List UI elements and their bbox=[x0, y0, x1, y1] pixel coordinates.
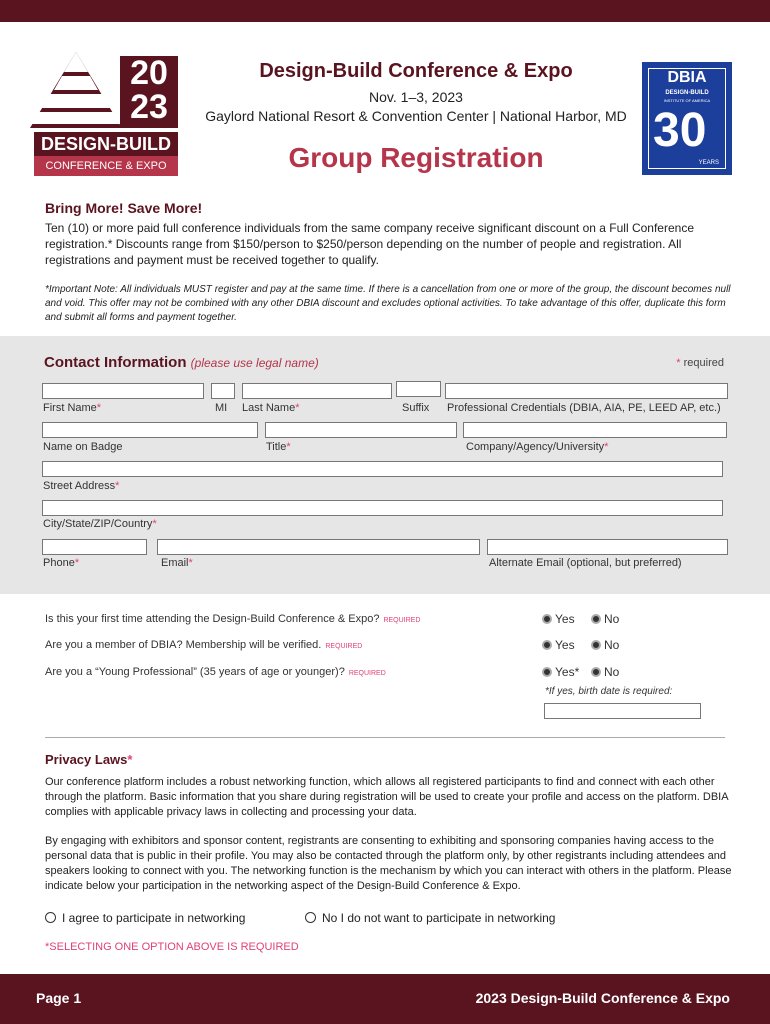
logo-year-bottom: 23 bbox=[130, 88, 168, 126]
radio-icon bbox=[542, 614, 552, 624]
logo-name: DESIGN-BUILD bbox=[34, 132, 178, 156]
email-label: Email* bbox=[161, 557, 193, 569]
promo-title: Bring More! Save More! bbox=[45, 200, 203, 216]
last-name-label: Last Name* bbox=[242, 402, 300, 414]
alternate-email-label: Alternate Email (optional, but preferred) bbox=[489, 557, 682, 569]
young-pro-no-radio[interactable]: No bbox=[591, 665, 619, 679]
badge-name-field[interactable] bbox=[42, 422, 258, 438]
conference-title: Design-Build Conference & Expo bbox=[259, 60, 573, 82]
street-address-field[interactable] bbox=[42, 461, 723, 477]
logo-subtitle: CONFERENCE & EXPO bbox=[34, 156, 178, 176]
dbia-logo bbox=[642, 62, 732, 175]
credentials-label: Professional Credentials (DBIA, AIA, PE, LEED AP, etc.) bbox=[447, 402, 721, 414]
promo-note: *Important Note: All individuals MUST register and pay at the same time. If there is a cancellation from one or more of the group, the discount becomes null and void. This offer may not be combined with any other DBIA discount and excludes optional activities. To take advantage of this offer, duplicate this form and submit all forms and payment together. bbox=[45, 284, 731, 323]
dbia-years: YEARS bbox=[698, 160, 719, 166]
agree-networking-radio[interactable]: I agree to participate in networking bbox=[45, 911, 245, 925]
required-note: * required bbox=[676, 357, 724, 369]
radio-empty-icon bbox=[305, 912, 316, 923]
last-name-field[interactable] bbox=[242, 383, 392, 399]
first-name-field[interactable] bbox=[42, 383, 204, 399]
city-state-field[interactable] bbox=[42, 500, 723, 516]
phone-label: Phone* bbox=[43, 557, 80, 569]
radio-empty-icon bbox=[45, 912, 56, 923]
badge-name-label: Name on Badge bbox=[43, 441, 123, 453]
footer-event: 2023 Design-Build Conference & Expo bbox=[475, 990, 730, 1006]
footer-bar bbox=[0, 974, 770, 1024]
mi-field[interactable] bbox=[211, 383, 235, 399]
radio-icon bbox=[591, 640, 601, 650]
city-state-label: City/State/ZIP/Country* bbox=[43, 518, 157, 530]
suffix-field[interactable] bbox=[396, 381, 441, 397]
mi-label: MI bbox=[215, 402, 228, 414]
first-name-label: First Name* bbox=[43, 402, 102, 414]
radio-icon bbox=[591, 667, 601, 677]
promo-body: Ten (10) or more paid full conference individuals from the same company receive significant discount on a Full Conference registration.* Discounts range from $150/person to $250/person depending on the number of people and registration. All registrations and payment must be received together to qualify. bbox=[45, 221, 694, 267]
birth-date-note: *If yes, birth date is required: bbox=[545, 686, 673, 697]
logo-year-top: 20 bbox=[130, 54, 168, 92]
member-no-radio[interactable]: No bbox=[591, 638, 619, 652]
company-field[interactable] bbox=[463, 422, 727, 438]
phone-field[interactable] bbox=[42, 539, 147, 555]
street-address-label: Street Address* bbox=[43, 480, 120, 492]
divider bbox=[45, 737, 725, 738]
title-label: Title* bbox=[266, 441, 291, 453]
question-member: Are you a member of DBIA? Membership will be verified. REQUIRED bbox=[45, 639, 363, 651]
suffix-label: Suffix bbox=[402, 402, 430, 414]
form-title: Group Registration bbox=[288, 142, 544, 173]
contact-subtitle: (please use legal name) bbox=[190, 356, 319, 370]
company-label: Company/Agency/University* bbox=[466, 441, 609, 453]
title-field[interactable] bbox=[265, 422, 457, 438]
birth-date-field[interactable] bbox=[544, 703, 701, 719]
contact-title-text: Contact Information bbox=[44, 354, 187, 371]
radio-icon bbox=[542, 640, 552, 650]
alternate-email-field[interactable] bbox=[487, 539, 728, 555]
privacy-paragraph-1: Our conference platform includes a robust networking function, which allows all registered participants to find and connect with each other through the platform. Basic information that you share during registration will be used to create your profile and access on the platform. DBIA complies with applicable privacy laws in collecting and processing your data. bbox=[45, 776, 728, 818]
young-pro-yes-radio[interactable]: Yes* bbox=[542, 665, 579, 679]
conference-dates: Nov. 1–3, 2023 bbox=[369, 89, 463, 105]
page-number: Page 1 bbox=[36, 990, 82, 1006]
radio-icon bbox=[591, 614, 601, 624]
dbia-acronym: DBIA bbox=[667, 69, 707, 86]
email-field[interactable] bbox=[157, 539, 480, 555]
first-time-no-radio[interactable]: No bbox=[591, 612, 619, 626]
contact-title bbox=[44, 354, 319, 371]
dbia-subname: INSTITUTE OF AMERICA bbox=[663, 98, 711, 103]
radio-icon bbox=[542, 667, 552, 677]
member-yes-radio[interactable]: Yes bbox=[542, 638, 575, 652]
privacy-title: Privacy Laws* bbox=[45, 752, 133, 767]
conference-venue: Gaylord National Resort & Convention Center | National Harbor, MD bbox=[205, 108, 627, 124]
selection-required-note: *SELECTING ONE OPTION ABOVE IS REQUIRED bbox=[45, 941, 299, 953]
credentials-field[interactable] bbox=[445, 383, 728, 399]
top-bar bbox=[0, 0, 770, 22]
pyramid-icon bbox=[26, 48, 126, 138]
conference-logo bbox=[26, 48, 178, 178]
question-young-professional: Are you a “Young Professional” (35 years of age or younger)? REQUIRED bbox=[45, 666, 386, 678]
logo-year bbox=[120, 56, 178, 128]
decline-networking-radio[interactable]: No I do not want to participate in networking bbox=[305, 911, 555, 925]
question-first-time: Is this your first time attending the Design-Build Conference & Expo? REQUIRED bbox=[45, 613, 421, 625]
dbia-name: DESIGN-BUILD bbox=[665, 90, 709, 96]
first-time-yes-radio[interactable]: Yes bbox=[542, 612, 575, 626]
dbia-anniversary: 30 bbox=[653, 104, 707, 157]
privacy-paragraph-2: By engaging with exhibitors and sponsor content, registrants are consenting to exhibiting and sponsoring companies having access to the personal data that is public in their profile. You may also be contacted through the platform only, by other registrants including attendees and speakers looking to connect with you. The networking function is the mechanism by which you can interact with others in the platform. Please indicate below your participation in the networking aspect of the Design-Build Conference & Expo. bbox=[45, 835, 732, 892]
